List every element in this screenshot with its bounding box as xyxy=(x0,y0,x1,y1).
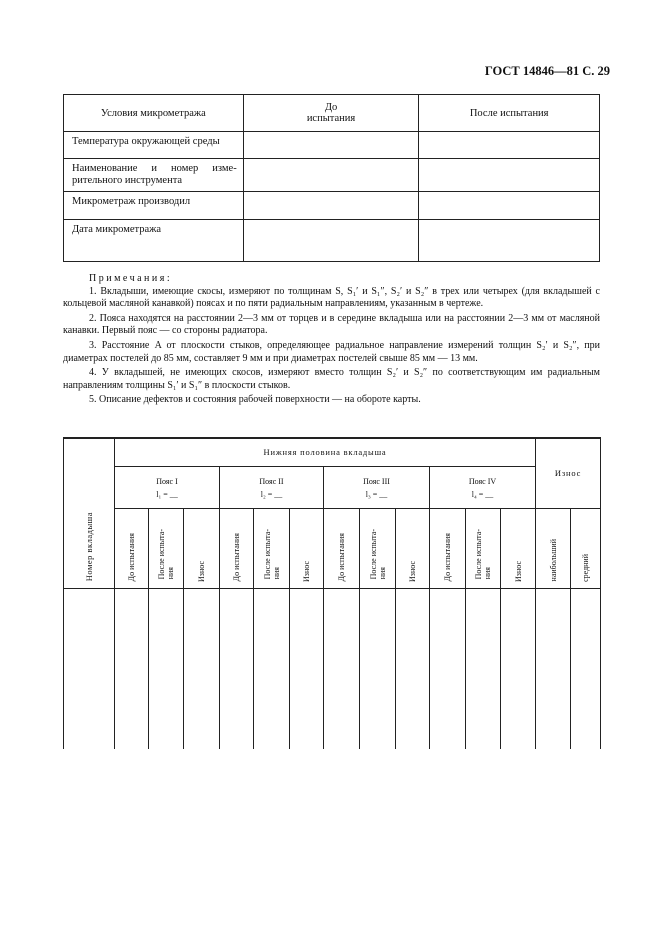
notes-section xyxy=(63,273,600,409)
row-label-temperature: Температура окружающей среды xyxy=(64,132,244,159)
table-cell xyxy=(254,588,290,749)
note-item: 2. Пояса находятся на расстоянии 2—3 мм от торцев и в середине вкладыша или на расстоянии 2—3 мм от масляной канавки. Первый пояс — со стороны радиатора. xyxy=(63,312,600,337)
note-item: 5. Описание дефектов и состояния рабочей поверхности — на обороте карты. xyxy=(89,394,421,406)
sub-wear: Износ xyxy=(184,508,220,588)
col-conditions-header: Условия микрометража xyxy=(64,95,244,132)
micrometering-conditions-table xyxy=(63,94,600,262)
lower-half-header: Нижняя половина вкладыша xyxy=(115,438,536,466)
sub-wear: Износ xyxy=(290,508,324,588)
sub-before-test: До испытания xyxy=(220,508,254,588)
wear-header: Износ xyxy=(536,438,601,508)
col-liner-number-header: Номер вкладыша xyxy=(64,438,115,588)
lower-half-measurement-table xyxy=(63,437,601,749)
sub-after-test: После испыта- ния xyxy=(254,508,290,588)
sub-after-test: После испыта- ния xyxy=(360,508,396,588)
cell-instrument-after xyxy=(419,159,600,192)
cell-instrument-before xyxy=(243,159,419,192)
cell-temperature-before xyxy=(243,132,419,159)
table-cell xyxy=(571,588,601,749)
col-after-test-header: После испытания xyxy=(419,95,600,132)
table-cell xyxy=(184,588,220,749)
table-cell xyxy=(290,588,324,749)
cell-date-after xyxy=(419,220,600,262)
table-cell xyxy=(501,588,536,749)
table-cell xyxy=(115,588,149,749)
sub-before-test: До испытания xyxy=(430,508,466,588)
table-cell xyxy=(64,588,115,749)
sub-wear: Износ xyxy=(396,508,430,588)
note-item: 1. Вкладыши, имеющие скосы, измеряют по толщинам S, S₁′ и S₁″, S₂′ и S₂″ в трех или четырех (для вкладышей с кольцевой масляной канавкой) поясах и по пяти радиальным направлениям, указанным в чертеже. xyxy=(63,285,600,310)
belt-4-header: Пояс IV l₄ = __ xyxy=(430,466,536,508)
page-header: ГОСТ 14846—81 С. 29 xyxy=(484,64,610,78)
wear-max-header: наибольший xyxy=(536,508,571,588)
sub-after-test: После испыта- ния xyxy=(466,508,501,588)
row-label-date: Дата микрометража xyxy=(64,220,244,262)
row-label-performed-by: Микрометраж производил xyxy=(64,192,244,220)
table-cell xyxy=(536,588,571,749)
sub-after-test: После испыта- ния xyxy=(149,508,184,588)
sub-wear: Износ xyxy=(501,508,536,588)
row-label-instrument: Наименование и номер изме- рительного инструмента xyxy=(64,159,244,192)
notes-title: Примечания: xyxy=(89,273,173,284)
cell-temperature-after xyxy=(419,132,600,159)
table-cell xyxy=(430,588,466,749)
table-cell xyxy=(360,588,396,749)
note-item: 4. У вкладышей, не имеющих скосов, измеряют вместо толщин S₂′ и S₂″ по соответствующим им радиальным направлениям толщины S₁′ и S₁″ в плоскости стыков. xyxy=(63,367,600,391)
table-cell xyxy=(466,588,501,749)
table-cell xyxy=(149,588,184,749)
table-cell xyxy=(396,588,430,749)
table-cell xyxy=(220,588,254,749)
sub-before-test: До испытания xyxy=(324,508,360,588)
col-before-test-header: До испытания xyxy=(243,95,419,132)
table-row xyxy=(64,588,601,749)
table-cell xyxy=(324,588,360,749)
belt-3-header: Пояс III l₃ = __ xyxy=(324,466,430,508)
wear-avg-header: средний xyxy=(571,508,601,588)
cell-date-before xyxy=(243,220,419,262)
sub-before-test: До испытания xyxy=(115,508,149,588)
cell-performed-by-before xyxy=(243,192,419,220)
note-item: 3. Расстояние A от плоскости стыков, определяющее радиальное направление измерений толщин S₂′ и S₂″, при диаметрах постелей до 85 мм, составляет 9 мм и при диаметрах постелей свыше 85 мм — 13 мм. xyxy=(63,339,600,364)
cell-performed-by-after xyxy=(419,192,600,220)
belt-2-header: Пояс II l₂ = __ xyxy=(220,466,324,508)
belt-1-header: Пояс I l₁ = __ xyxy=(115,466,220,508)
